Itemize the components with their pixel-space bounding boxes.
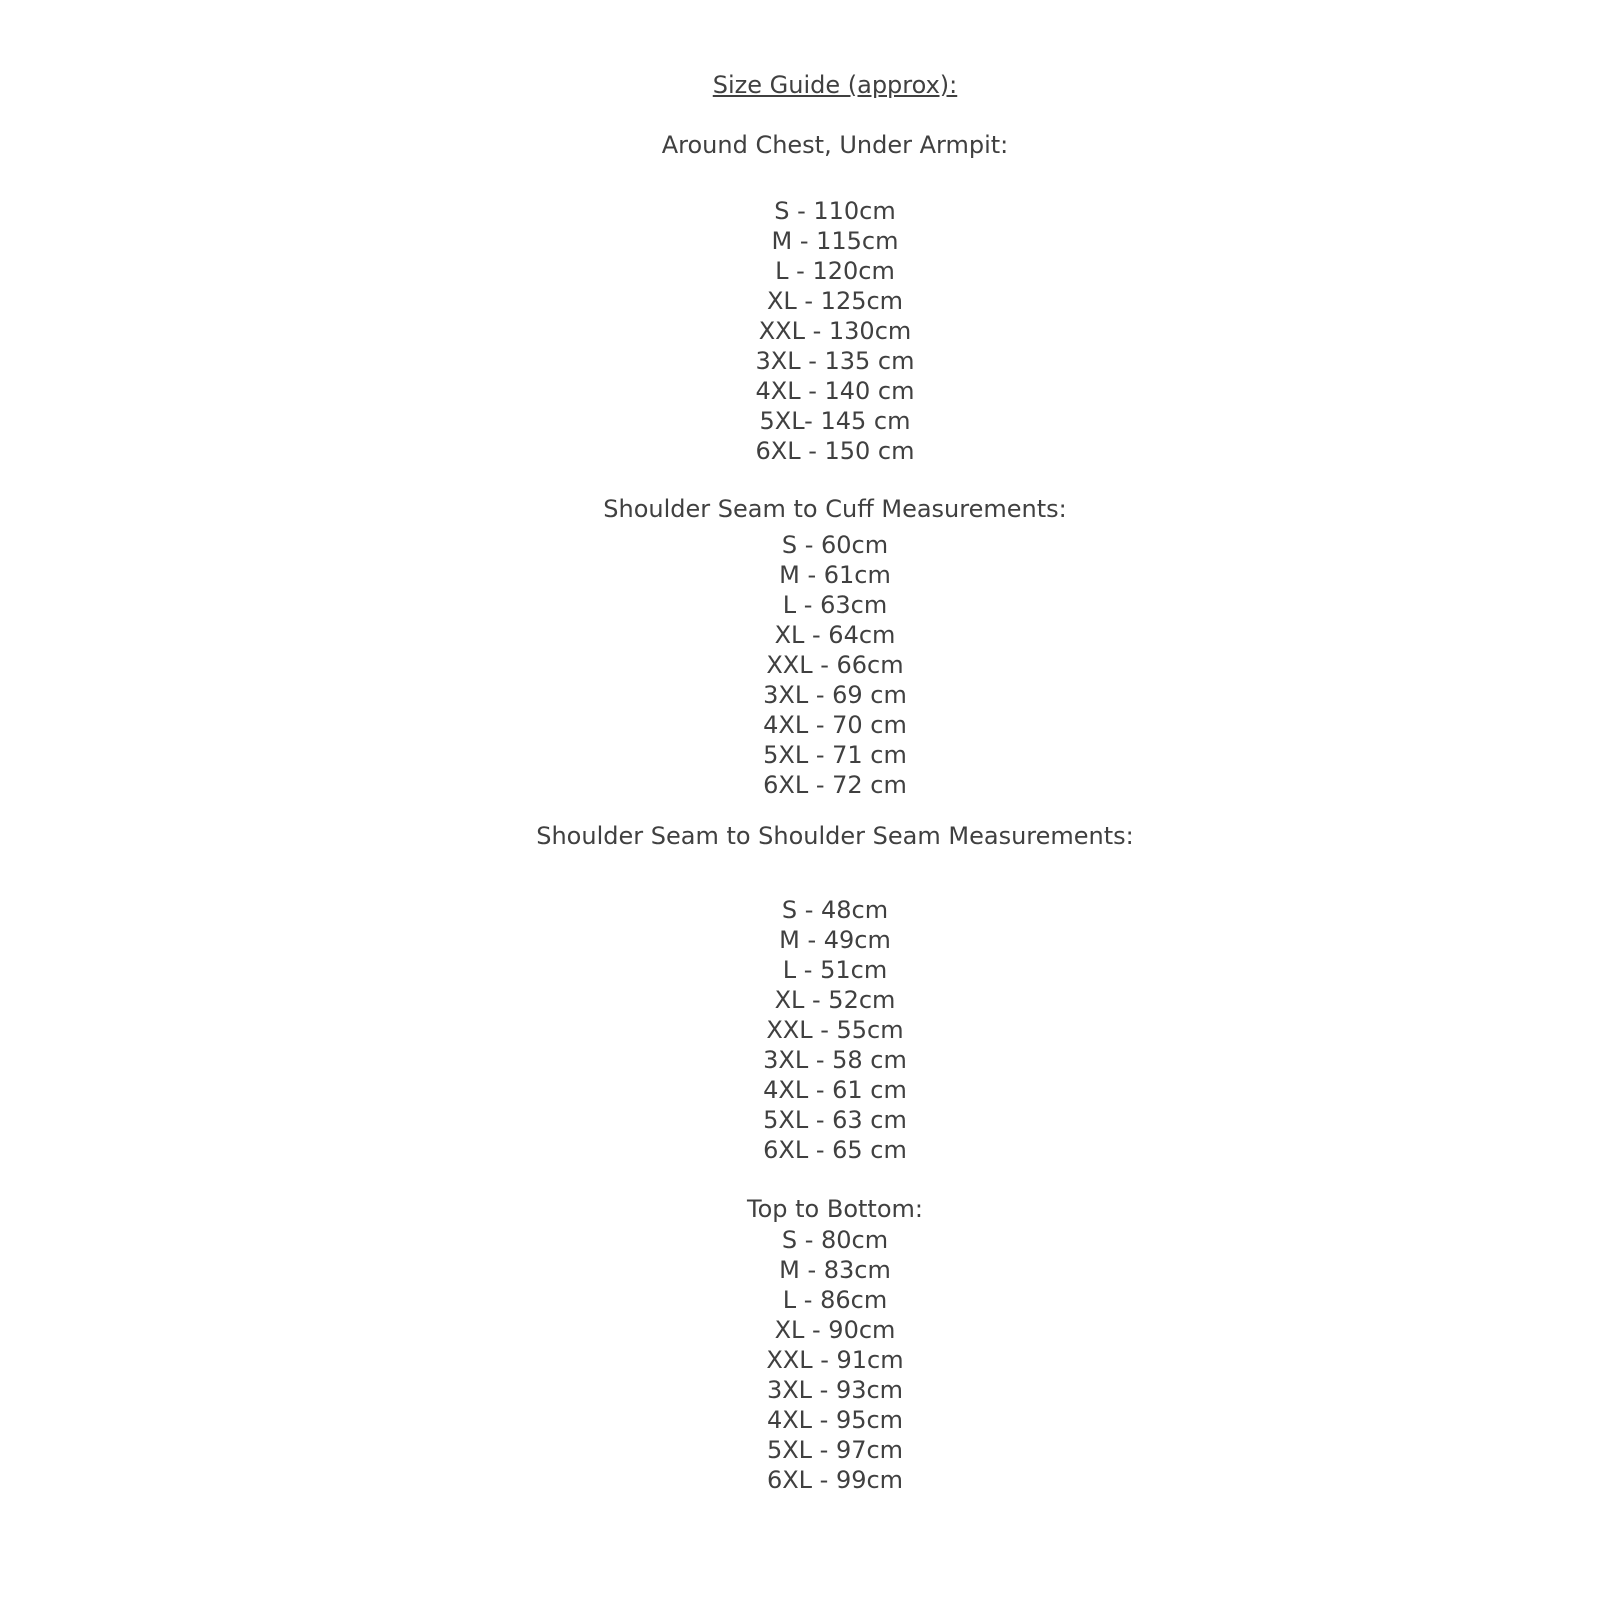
size-item: 3XL - 69 cm [763,681,907,709]
size-item: M - 61cm [779,561,891,589]
size-item: XXL - 66cm [766,651,904,679]
size-item: L - 63cm [782,591,888,619]
size-item: 4XL - 95cm [766,1406,904,1434]
size-item: XXL - 91cm [766,1346,904,1374]
size-item: 4XL - 70 cm [763,711,907,739]
size-list-shoulder-to-cuff [70,530,1600,800]
section-heading-shoulder-to-shoulder: Shoulder Seam to Shoulder Seam Measurements: [536,822,1134,850]
size-list-around-chest [70,196,1600,466]
size-item: XL - 90cm [774,1316,896,1344]
size-item: L - 86cm [782,1286,888,1314]
size-item: L - 120cm [775,257,895,285]
size-guide-title: Size Guide (approx): [712,71,958,99]
size-item: XXL - 130cm [758,317,912,345]
size-item: 6XL - 72 cm [763,771,907,799]
size-item: XL - 125cm [766,287,904,315]
size-item: M - 83cm [779,1256,891,1284]
section-shoulder-to-shoulder [70,821,1600,1165]
size-item: XXL - 55cm [766,1016,904,1044]
section-top-to-bottom [70,1194,1600,1495]
size-item: S - 110cm [774,197,896,225]
size-item: 5XL - 71 cm [763,741,907,769]
size-item: XL - 64cm [774,621,896,649]
size-list-top-to-bottom [70,1225,1600,1495]
size-item: 6XL - 65 cm [763,1136,907,1164]
size-item: M - 115cm [771,227,899,255]
section-around-chest [70,130,1600,466]
size-item: L - 51cm [782,956,888,984]
size-item: 6XL - 99cm [766,1466,904,1494]
section-shoulder-to-cuff [70,494,1600,800]
size-item: S - 60cm [781,531,889,559]
size-item: 5XL - 97cm [766,1436,904,1464]
size-item: 3XL - 58 cm [763,1046,907,1074]
size-item: 3XL - 93cm [766,1376,904,1404]
size-item: 4XL - 61 cm [763,1076,907,1104]
section-heading-around-chest: Around Chest, Under Armpit: [661,131,1009,159]
size-item: 4XL - 140 cm [755,377,915,405]
size-item: 5XL- 145 cm [759,407,911,435]
size-item: 5XL - 63 cm [763,1106,907,1134]
size-item: S - 80cm [781,1226,889,1254]
size-item: 3XL - 135 cm [755,347,915,375]
size-item: S - 48cm [781,896,889,924]
size-item: M - 49cm [779,926,891,954]
size-item: XL - 52cm [774,986,896,1014]
size-item: 6XL - 150 cm [755,437,915,465]
section-heading-top-to-bottom: Top to Bottom: [747,1195,923,1223]
section-heading-shoulder-to-cuff: Shoulder Seam to Cuff Measurements: [603,495,1067,523]
size-list-shoulder-to-shoulder [70,895,1600,1165]
